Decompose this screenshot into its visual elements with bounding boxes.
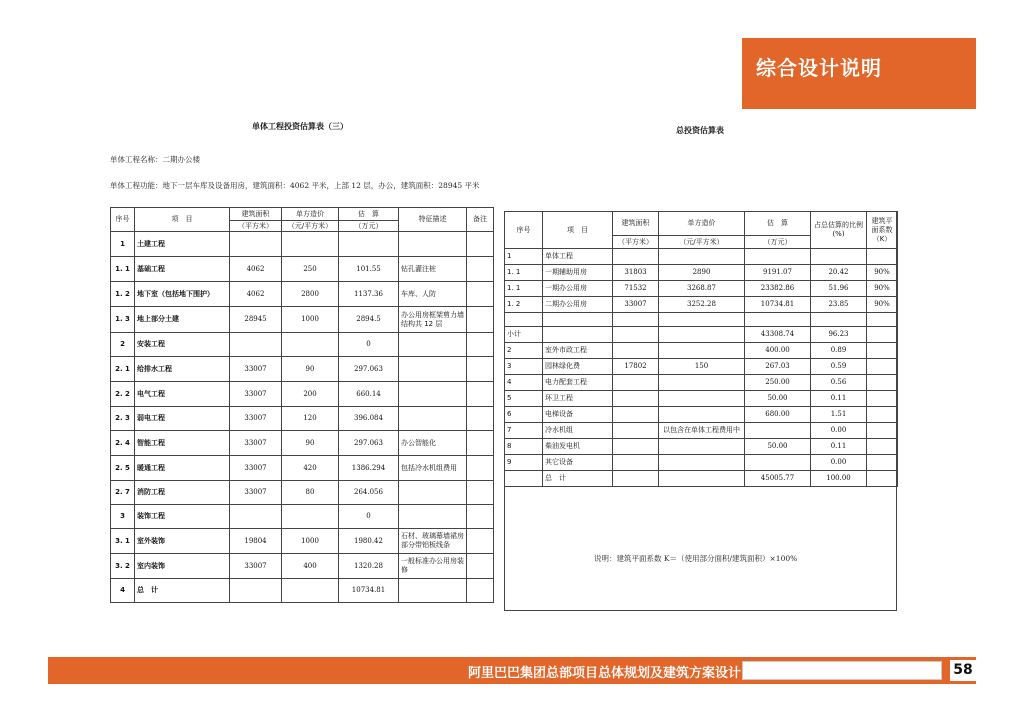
cell-item: 电力配套工程 <box>543 375 613 391</box>
cell-estimate: 50.00 <box>745 439 811 455</box>
cell-price: 1000 <box>282 529 339 554</box>
cell-desc <box>399 357 467 382</box>
table-row <box>505 297 898 313</box>
cell-no: 4 <box>111 579 135 603</box>
cell-remark <box>467 431 494 456</box>
cell-price: 3268.87 <box>659 281 745 297</box>
cell-desc <box>399 333 467 357</box>
cell-estimate: 2894.5 <box>339 307 399 333</box>
table-row <box>505 313 898 327</box>
cell-no: 3. 2 <box>111 554 135 579</box>
cell-coef <box>867 455 898 471</box>
cell-remark <box>467 307 494 333</box>
cell-desc <box>399 579 467 603</box>
cell-no: 2 <box>111 333 135 357</box>
cell-price: 420 <box>282 456 339 481</box>
cell-item: 室外市政工程 <box>543 343 613 359</box>
cell-desc: 钻孔灌注桩 <box>399 257 467 282</box>
table-row <box>111 579 494 603</box>
cell-no: 3 <box>505 359 543 375</box>
cell-price: 400 <box>282 554 339 579</box>
cell-price <box>659 455 745 471</box>
cell-desc <box>399 232 467 257</box>
cell-item: 单体工程 <box>543 249 613 265</box>
cell-item: 给排水工程 <box>135 357 230 382</box>
cell-remark <box>467 481 494 505</box>
cell-item: 一期办公用房 <box>543 281 613 297</box>
t2-header-item: 项 目 <box>543 212 613 249</box>
project-name: 单体工程名称：二期办公楼 <box>110 155 200 164</box>
t2-header-estimate: 估 算 <box>745 212 811 236</box>
cell-area <box>230 579 282 603</box>
cell-no: 1 <box>505 249 543 265</box>
cell-estimate: 1386.294 <box>339 456 399 481</box>
cell-estimate: 660.14 <box>339 382 399 407</box>
cell-no: 3 <box>111 505 135 529</box>
table-row <box>505 375 898 391</box>
cell-no: 3. 1 <box>111 529 135 554</box>
cell-ratio <box>811 313 867 327</box>
cell-area: 33007 <box>230 431 282 456</box>
cell-desc: 车库、人防 <box>399 282 467 307</box>
cell-desc: 包括冷水机组费用 <box>399 456 467 481</box>
cell-estimate: 10734.81 <box>339 579 399 603</box>
cell-estimate: 250.00 <box>745 375 811 391</box>
cell-remark <box>467 554 494 579</box>
cell-item: 弱电工程 <box>135 407 230 431</box>
t2-header-no: 序号 <box>505 212 543 249</box>
cell-item: 环卫工程 <box>543 391 613 407</box>
cell-area <box>613 407 659 423</box>
t2-header-price: 单方造价 <box>659 212 745 236</box>
table-row <box>505 455 898 471</box>
cell-ratio: 0.00 <box>811 455 867 471</box>
cell-area: 71532 <box>613 281 659 297</box>
cell-price <box>659 471 745 487</box>
t2-header-coef: 建筑平面系数（K） <box>867 212 898 249</box>
footer-bar <box>48 657 976 684</box>
table-row <box>505 249 898 265</box>
cell-item: 智能工程 <box>135 431 230 456</box>
cell-coef <box>867 359 898 375</box>
cell-ratio: 23.85 <box>811 297 867 313</box>
cell-area <box>613 375 659 391</box>
cell-area: 33007 <box>230 554 282 579</box>
cell-area <box>230 232 282 257</box>
cell-area <box>230 505 282 529</box>
cell-estimate: 23382.86 <box>745 281 811 297</box>
cell-remark <box>467 505 494 529</box>
cell-price: 150 <box>659 359 745 375</box>
cell-desc: 一般标准办公用房装修 <box>399 554 467 579</box>
cell-item: 土建工程 <box>135 232 230 257</box>
cell-coef <box>867 249 898 265</box>
cell-area <box>613 249 659 265</box>
cell-estimate <box>745 423 811 439</box>
cell-ratio <box>811 249 867 265</box>
cell-estimate: 45005.77 <box>745 471 811 487</box>
cell-no <box>505 313 543 327</box>
cell-desc <box>399 481 467 505</box>
cell-area: 33007 <box>230 407 282 431</box>
cell-area: 4062 <box>230 282 282 307</box>
cell-coef <box>867 423 898 439</box>
cell-estimate: 0 <box>339 333 399 357</box>
cell-estimate: 297.063 <box>339 357 399 382</box>
cell-estimate: 680.00 <box>745 407 811 423</box>
cell-remark <box>467 257 494 282</box>
cell-remark <box>467 407 494 431</box>
single-project-estimate-table <box>110 207 494 603</box>
cell-ratio: 0.00 <box>811 423 867 439</box>
cell-ratio: 96.23 <box>811 327 867 343</box>
t2-header-area-unit: （平方米） <box>613 236 659 249</box>
cell-remark <box>467 579 494 603</box>
cell-no: 2 <box>505 343 543 359</box>
cell-price: 2800 <box>282 282 339 307</box>
cell-area: 19804 <box>230 529 282 554</box>
cell-item: 室内装饰 <box>135 554 230 579</box>
cell-area: 33007 <box>230 382 282 407</box>
cell-area <box>613 423 659 439</box>
cell-item: 暖通工程 <box>135 456 230 481</box>
table-row <box>111 382 494 407</box>
cell-desc: 办公用房框架剪力墙结构共 12 层 <box>399 307 467 333</box>
cell-no: 1. 2 <box>505 297 543 313</box>
table-row <box>111 431 494 456</box>
cell-estimate: 264.056 <box>339 481 399 505</box>
cell-no: 9 <box>505 455 543 471</box>
cell-price: 2890 <box>659 265 745 281</box>
cell-price <box>659 439 745 455</box>
cell-area: 33007 <box>230 481 282 505</box>
cell-item: 基础工程 <box>135 257 230 282</box>
table-row <box>505 281 898 297</box>
cell-area: 33007 <box>230 456 282 481</box>
cell-item: 其它设备 <box>543 455 613 471</box>
cell-price <box>659 343 745 359</box>
cell-desc <box>399 505 467 529</box>
project-function: 单体工程功能：地下一层车库及设备用房，建筑面积：4062 平米，上部 12 层，办公，建筑面积：28945 平米 <box>110 181 480 190</box>
cell-coef <box>867 407 898 423</box>
cell-price: 90 <box>282 431 339 456</box>
table-row <box>111 481 494 505</box>
cell-estimate: 50.00 <box>745 391 811 407</box>
table-row <box>111 554 494 579</box>
cell-coef <box>867 439 898 455</box>
cell-estimate <box>745 249 811 265</box>
cell-coef: 90% <box>867 297 898 313</box>
cell-estimate: 267.03 <box>745 359 811 375</box>
cell-area: 28945 <box>230 307 282 333</box>
table-row <box>111 357 494 382</box>
coefficient-note: 说明：建筑平面系数 K＝（使用部分面积/建筑面积）×100% <box>594 554 798 563</box>
cell-item <box>543 313 613 327</box>
t2-header-area: 建筑面积 <box>613 212 659 236</box>
cell-estimate: 396.084 <box>339 407 399 431</box>
cell-price <box>282 232 339 257</box>
header-item: 项 目 <box>135 208 230 232</box>
cell-item: 室外装饰 <box>135 529 230 554</box>
cell-area: 31803 <box>613 265 659 281</box>
cell-no: 4 <box>505 375 543 391</box>
cell-area <box>613 391 659 407</box>
cell-area <box>613 313 659 327</box>
cell-estimate: 10734.81 <box>745 297 811 313</box>
cell-area <box>230 333 282 357</box>
table-row <box>505 439 898 455</box>
cell-desc: 石材、玻璃幕墙裙房部分带铝板线条 <box>399 529 467 554</box>
cell-item: 柴油发电机 <box>543 439 613 455</box>
t2-header-estimate-unit: （万元） <box>745 236 811 249</box>
cell-desc <box>399 382 467 407</box>
table-row <box>505 343 898 359</box>
header-price: 单方造价 <box>282 208 339 221</box>
cell-price <box>659 313 745 327</box>
cell-estimate <box>745 455 811 471</box>
cell-item: 园林绿化费 <box>543 359 613 375</box>
table2-caption: 总投资估算表 <box>676 126 724 135</box>
cell-no: 2. 7 <box>111 481 135 505</box>
cell-coef: 90% <box>867 265 898 281</box>
cell-estimate: 297.063 <box>339 431 399 456</box>
cell-no: 5 <box>505 391 543 407</box>
cell-coef: 90% <box>867 281 898 297</box>
cell-estimate: 101.55 <box>339 257 399 282</box>
table-row <box>505 423 898 439</box>
cell-no: 2. 4 <box>111 431 135 456</box>
cell-price <box>282 333 339 357</box>
table-row <box>505 391 898 407</box>
cell-price: 1000 <box>282 307 339 333</box>
cell-desc <box>399 407 467 431</box>
cell-ratio: 0.11 <box>811 391 867 407</box>
cell-remark <box>467 357 494 382</box>
cell-item: 一期辅助用房 <box>543 265 613 281</box>
cell-price <box>659 375 745 391</box>
cell-no: 2. 3 <box>111 407 135 431</box>
cell-price: 90 <box>282 357 339 382</box>
cell-area <box>613 327 659 343</box>
header-desc: 特征描述 <box>399 208 467 232</box>
cell-coef <box>867 471 898 487</box>
cell-estimate: 1980.42 <box>339 529 399 554</box>
cell-area <box>613 439 659 455</box>
table-row <box>111 257 494 282</box>
cell-ratio: 0.89 <box>811 343 867 359</box>
cell-no: 1. 1 <box>505 281 543 297</box>
table-row <box>505 327 898 343</box>
cell-estimate: 1320.28 <box>339 554 399 579</box>
cell-coef <box>867 375 898 391</box>
cell-item: 地下室（包括地下围护） <box>135 282 230 307</box>
cell-area <box>613 471 659 487</box>
cell-coef <box>867 327 898 343</box>
table-row <box>505 471 898 487</box>
cell-coef <box>867 391 898 407</box>
cell-price <box>659 249 745 265</box>
cell-item: 消防工程 <box>135 481 230 505</box>
cell-remark <box>467 282 494 307</box>
cell-no: 1. 1 <box>111 257 135 282</box>
cell-estimate <box>339 232 399 257</box>
cell-estimate: 1137.36 <box>339 282 399 307</box>
header-estimate-unit: （万元） <box>339 221 399 232</box>
cell-price <box>659 391 745 407</box>
cell-area: 4062 <box>230 257 282 282</box>
cell-ratio: 51.96 <box>811 281 867 297</box>
cell-remark <box>467 529 494 554</box>
cell-ratio: 100.00 <box>811 471 867 487</box>
footer-blank-box <box>742 661 942 680</box>
cell-price <box>659 327 745 343</box>
cell-ratio: 0.59 <box>811 359 867 375</box>
cell-item: 冷水机组 <box>543 423 613 439</box>
cell-area: 17802 <box>613 359 659 375</box>
cell-estimate <box>745 313 811 327</box>
cell-no: 1. 2 <box>111 282 135 307</box>
cell-item: 总 计 <box>135 579 230 603</box>
cell-remark <box>467 382 494 407</box>
cell-item: 总 计 <box>543 471 613 487</box>
cell-remark <box>467 456 494 481</box>
cell-price: 以包含在单体工程费用中 <box>659 423 745 439</box>
cell-ratio: 0.56 <box>811 375 867 391</box>
cell-estimate: 9191.07 <box>745 265 811 281</box>
table-row <box>111 232 494 257</box>
page-number: 58 <box>950 660 976 681</box>
table-row <box>111 333 494 357</box>
cell-coef <box>867 313 898 327</box>
table-row <box>111 282 494 307</box>
cell-item: 二期办公用房 <box>543 297 613 313</box>
table-row <box>505 359 898 375</box>
cell-no: 小计 <box>505 327 543 343</box>
header-area: 建筑面积 <box>230 208 282 221</box>
t2-header-price-unit: （元/平方米） <box>659 236 745 249</box>
footer-title: 阿里巴巴集团总部项目总体规划及建筑方案设计 <box>468 666 742 681</box>
section-title-block <box>742 38 976 109</box>
header-no: 序号 <box>111 208 135 232</box>
cell-coef <box>867 343 898 359</box>
cell-no: 2. 5 <box>111 456 135 481</box>
cell-estimate: 43308.74 <box>745 327 811 343</box>
cell-estimate: 0 <box>339 505 399 529</box>
cell-no: 6 <box>505 407 543 423</box>
total-estimate-table <box>504 211 898 487</box>
cell-area: 33007 <box>613 297 659 313</box>
cell-item: 电气工程 <box>135 382 230 407</box>
section-title: 综合设计说明 <box>756 56 882 80</box>
table-row <box>505 265 898 281</box>
header-remark: 备注 <box>467 208 494 232</box>
cell-item: 电梯设备 <box>543 407 613 423</box>
cell-remark <box>467 232 494 257</box>
cell-item <box>543 327 613 343</box>
cell-price: 120 <box>282 407 339 431</box>
table-row <box>111 307 494 333</box>
cell-no: 1. 3 <box>111 307 135 333</box>
table-row <box>111 456 494 481</box>
cell-item: 装饰工程 <box>135 505 230 529</box>
cell-item: 地上部分土建 <box>135 307 230 333</box>
cell-no: 2. 2 <box>111 382 135 407</box>
cell-item: 安装工程 <box>135 333 230 357</box>
cell-price: 200 <box>282 382 339 407</box>
cell-ratio: 0.11 <box>811 439 867 455</box>
cell-area: 33007 <box>230 357 282 382</box>
header-price-unit: （元/平方米） <box>282 221 339 232</box>
table-row <box>505 407 898 423</box>
cell-no: 2. 1 <box>111 357 135 382</box>
cell-area <box>613 343 659 359</box>
table-row <box>111 505 494 529</box>
cell-estimate: 400.00 <box>745 343 811 359</box>
cell-price: 3252.28 <box>659 297 745 313</box>
header-estimate: 估 算 <box>339 208 399 221</box>
cell-no: 7 <box>505 423 543 439</box>
header-area-unit: （平方米） <box>230 221 282 232</box>
cell-remark <box>467 333 494 357</box>
t2-header-ratio: 占总估算的比例(%) <box>811 212 867 249</box>
cell-ratio: 1.51 <box>811 407 867 423</box>
table-row <box>111 407 494 431</box>
cell-no: 1 <box>111 232 135 257</box>
cell-price: 250 <box>282 257 339 282</box>
cell-price <box>282 505 339 529</box>
cell-ratio: 20.42 <box>811 265 867 281</box>
cell-no: 1. 1 <box>505 265 543 281</box>
cell-price <box>282 579 339 603</box>
table1-caption: 单体工程投资估算表（三） <box>252 122 348 131</box>
cell-price <box>659 407 745 423</box>
cell-desc: 办公智能化 <box>399 431 467 456</box>
cell-no: 8 <box>505 439 543 455</box>
cell-no <box>505 471 543 487</box>
table-row <box>111 529 494 554</box>
cell-area <box>613 455 659 471</box>
cell-price: 80 <box>282 481 339 505</box>
